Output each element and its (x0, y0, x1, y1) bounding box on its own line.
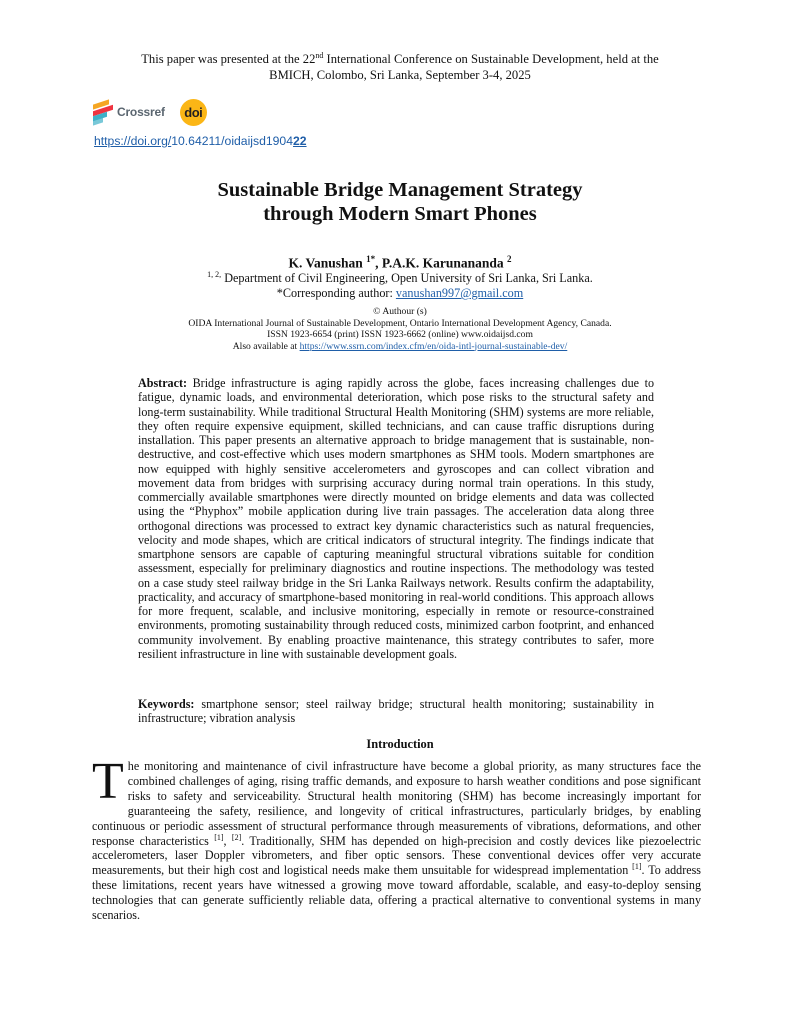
also-available-label: Also available at (232, 340, 300, 352)
crossref-logo[interactable] (93, 100, 165, 124)
section-heading-introduction: Introduction (366, 737, 434, 751)
conference-note (100, 48, 700, 83)
author-2: P.A.K. Karunananda (381, 255, 508, 271)
corresponding-label: *Corresponding author: (276, 286, 396, 301)
abstract-text: Bridge infrastructure is aging rapidly across the globe, faces increasing challenges due to fatigue, dynamic loads, and environmental deterioration, which pose risks to the structural safety and long-term sustainability. While traditional Structural Health Monitoring (SHM) systems are more reliable, they often require expensive equipment, skilled technicians, and can cause traffic disruptions during installation. This paper presents an alternative approach to bridge management that is sustainable, non- destructive, and cost-effective which uses modern smartphones as SHM tools. Modern smartphones are now equipped with highly sensitive accelerometers and gyroscopes and can collect vibration and movement data from bridges with surprising accuracy during normal train operations. In this study, commercially available smartphones were directly mounted on bridge elements and data was collected using the “Phyphox” mobile application during live train passages. The acceleration data along three orthogonal directions was processed to extract key dynamic characteristics such as natural frequencies, velocity and mode shapes, which are critical indicators of structural integrity. The findings indicate that smartphone sensors are capable of capturing meaningful structural vibrations suitable for condition assessment, especially for preliminary diagnostics and routine inspections. The methodology was tested on a case study steel railway bridge in the Sri Lanka Railways network. Results confirm the adaptability, practicality, and accuracy of smartphone-based monitoring in real-world conditions. This approach allows for more frequent, scalable, and inclusive monitoring, especially in remote or resource-constrained environments, promoting sustainability through reduced costs, minimized carbon footprint, and enhanced community involvement. By enabling proactive maintenance, this strategy contributes to safer, more resilient infrastructure in line with sustainable development goals. (138, 376, 654, 661)
journal-issn: ISSN 1923-6654 (print) ISSN 1923-6662 (online) www.oidaijsd.com (267, 329, 533, 340)
affiliation: Department of Civil Engineering, Open University of Sri Lanka, Sri Lanka. (221, 271, 593, 286)
paper-title: Sustainable Bridge Management Strategy through Modern Smart Phones (217, 179, 583, 225)
crossref-icon (93, 100, 113, 124)
doi-link[interactable]: https://doi.org/10.64211/oidaijsd190422 (94, 134, 307, 148)
citation-1[interactable]: [1] (214, 832, 224, 842)
journal-info (100, 306, 700, 352)
introduction-paragraph: The monitoring and maintenance of civil infrastructure have become a global priority, as many structures face the combined challenges of aging, rising traffic demands, and exposure to harsh weather conditions and pose significant risks to safety and serviceability. Structural health monitoring (SHM) has become increasingly important for guaranteeing the safety, resilience, and longevity of critical infrastructures, particularly bridges, by enabling continuous or periodic assessment of structural performance through measurements of vibrations, deformations, and other response characteristics [1], [2]. Traditionally, SHM has depended on high-precision and costly devices like piezoelectric accelerometers, laser Doppler vibrometers, and fiber optic sensors. These conventional devices offer very accurate measurements, but their high cost and logistical needs make them unsuitable for widespread implementation [1]. To address these limitations, recent years have witnessed a growing move toward affordable, scalable, and easy-to-deploy sensing technologies that can generate sufficiently reliable data, offering a practical alternative to conventional systems in many scenarios. (92, 753, 702, 923)
affiliation-block: $^{1, 2,}$ Department of Civil Engineering, Open University of Sri Lanka, Sri Lanka. *Corresponding author: vanushan997@gmail.com (207, 270, 593, 301)
conference-note-line1: This paper was presented at the 22nd International Conference on Sustainable Development, held at the (141, 51, 659, 67)
copyright-notice: © Authour (s) (373, 306, 427, 317)
author-list: K. Vanushan $^{1*}$, P.A.K. Karunananda $^2$ (288, 254, 512, 271)
doi-label: doi (184, 104, 203, 120)
ssrn-link[interactable]: https://www.ssrn.com/index.cfm/en/oida-intl-journal-sustainable-dev/ (299, 340, 568, 352)
doi-logo[interactable] (180, 99, 207, 126)
author-1: K. Vanushan (288, 255, 367, 271)
citation-2[interactable]: [2] (231, 832, 242, 842)
journal-name: OIDA International Journal of Sustainable Development, Ontario International Development Agency, Canada. (188, 317, 612, 329)
keywords-label: Keywords: (138, 697, 195, 711)
abstract-label: Abstract: (138, 376, 188, 390)
conference-note-line2: BMICH, Colombo, Sri Lanka, September 3-4, 2025 (269, 68, 531, 83)
dropcap: T (92, 753, 124, 810)
keywords (138, 697, 654, 726)
abstract (138, 376, 654, 661)
corresponding-email-link[interactable]: vanushan997@gmail.com (395, 286, 524, 301)
publisher-logos (93, 98, 207, 126)
citation-1-repeat[interactable]: [1] (632, 862, 642, 872)
keywords-text: smartphone sensor; steel railway bridge; structural health monitoring; sustainability in infrastructure; vibration analysis (138, 697, 654, 726)
crossref-label: Crossref (117, 105, 165, 119)
